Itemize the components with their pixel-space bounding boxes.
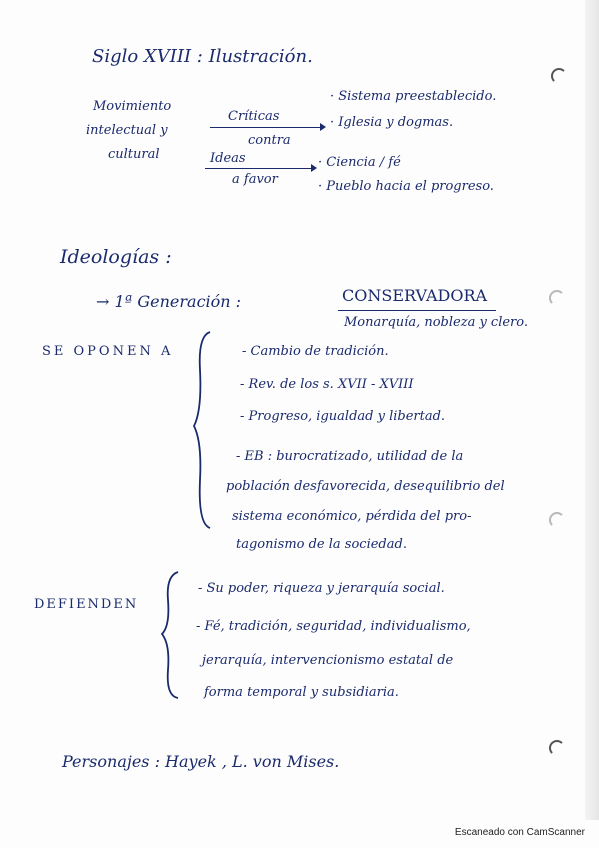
binder-ring-icon <box>551 68 567 84</box>
party-name: CONSERVADORA <box>342 286 488 305</box>
oppose-line-4: - EB : burocratizado, utilidad de la <box>236 449 464 464</box>
binder-ring-icon <box>549 512 565 528</box>
favor-item-1: · Ciencia / fé <box>318 155 401 170</box>
favor-item-2: · Pueblo hacia el progreso. <box>318 179 494 194</box>
oppose-label: SE OPONEN A <box>42 344 174 359</box>
defend-line-3: jerarquía, intervencionismo estatal de <box>202 653 454 668</box>
movement-label-line-1: Movimiento <box>93 99 172 114</box>
favor-arrow-label-top: Ideas <box>210 151 246 166</box>
against-arrow-label-top: Críticas <box>228 109 280 124</box>
defend-line-4: forma temporal y subsidiaria. <box>204 685 399 700</box>
movement-label-line-3: cultural <box>108 147 160 162</box>
oppose-line-1: - Cambio de tradición. <box>242 344 389 359</box>
characters-line: Personajes : Hayek , L. von Mises. <box>62 752 340 771</box>
against-arrow-label-bottom: contra <box>248 133 291 148</box>
binder-ring-icon <box>549 740 565 756</box>
oppose-line-7: tagonismo de la sociedad. <box>236 537 407 552</box>
party-subtitle: Monarquía, nobleza y clero. <box>344 315 528 330</box>
against-arrow <box>210 127 322 128</box>
scanner-watermark: Escaneado con CamScanner <box>454 827 585 838</box>
defend-line-1: - Su poder, riqueza y jerarquía social. <box>198 581 445 596</box>
defend-label: DEFIENDEN <box>34 597 139 612</box>
oppose-line-2: - Rev. de los s. XVII - XVIII <box>240 377 414 392</box>
ideologies-title: Ideologías : <box>60 246 172 268</box>
page-edge <box>585 0 599 820</box>
generation-label: → 1ª Generación : <box>96 292 242 311</box>
movement-label-line-2: intelectual y <box>86 123 168 138</box>
against-item-2: · Iglesia y dogmas. <box>330 115 454 130</box>
against-item-1: · Sistema preestablecido. <box>330 89 497 104</box>
oppose-brace-icon <box>192 330 214 530</box>
defend-line-2: - Fé, tradición, seguridad, individualismo, <box>196 619 471 634</box>
oppose-line-3: - Progreso, igualdad y libertad. <box>240 409 446 424</box>
party-underline <box>338 310 496 311</box>
favor-arrow <box>205 168 313 169</box>
binder-ring-icon <box>549 290 565 306</box>
section-heading: Siglo XVIII : Ilustración. <box>92 46 313 67</box>
oppose-line-6: sistema económico, pérdida del pro- <box>232 509 472 524</box>
favor-arrow-label-bottom: a favor <box>232 172 278 187</box>
oppose-line-5: población desfavorecida, desequilibrio del <box>226 479 505 494</box>
defend-brace-icon <box>160 570 182 700</box>
